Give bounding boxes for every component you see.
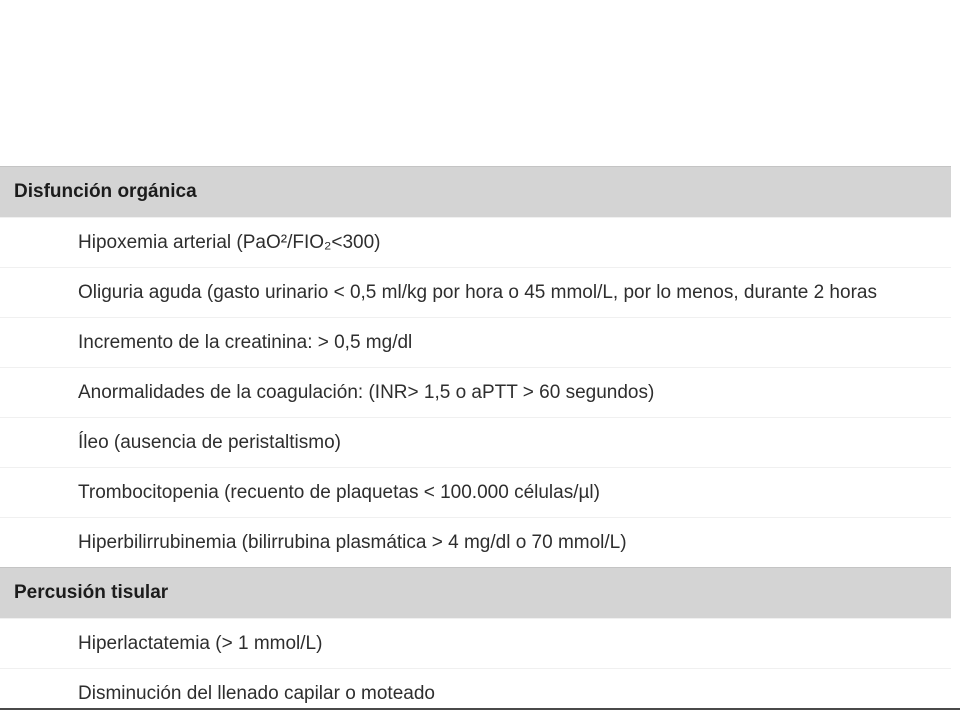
list-item: Disminución del llenado capilar o moteado xyxy=(0,668,951,718)
section-header-tissue-perfusion: Percusión tisular xyxy=(0,567,951,618)
list-item: Hiperbilirrubinemia (bilirrubina plasmática > 4 mg/dl o 70 mmol/L) xyxy=(0,517,951,567)
list-item: Íleo (ausencia de peristaltismo) xyxy=(0,417,951,467)
list-item: Incremento de la creatinina: > 0,5 mg/dl xyxy=(0,317,951,367)
list-item: Anormalidades de la coagulación: (INR> 1,5 o aPTT > 60 segundos) xyxy=(0,367,951,417)
criteria-table xyxy=(0,166,951,718)
list-item: Oliguria aguda (gasto urinario < 0,5 ml/kg por hora o 45 mmol/L, por lo menos, durante 2 horas xyxy=(0,267,951,317)
list-item: Trombocitopenia (recuento de plaquetas < 100.000 células/µl) xyxy=(0,467,951,517)
list-item: Hipoxemia arterial (PaO²/FIO₂<300) xyxy=(0,217,951,267)
section-header-organ-dysfunction: Disfunción orgánica xyxy=(0,166,951,217)
list-item: Hiperlactatemia (> 1 mmol/L) xyxy=(0,618,951,668)
bottom-divider xyxy=(0,708,960,710)
